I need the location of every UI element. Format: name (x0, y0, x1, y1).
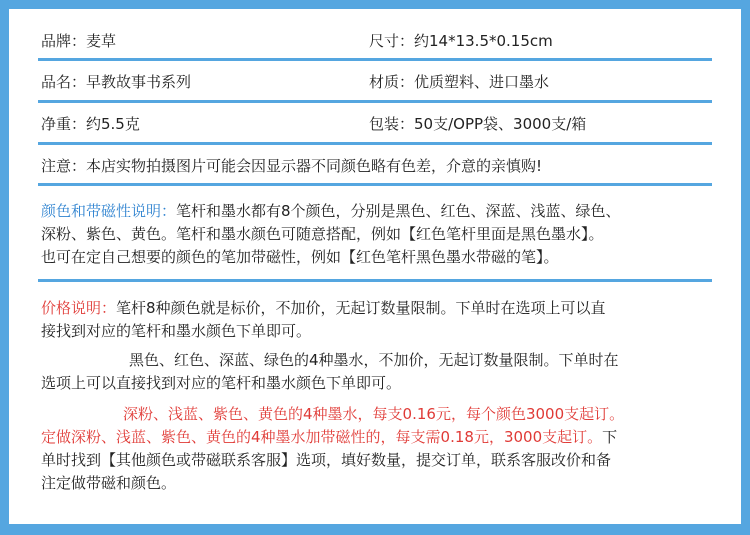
divider (38, 142, 712, 145)
weight-text: 净重：约5.5克 (41, 115, 140, 133)
price-line: 黑色、红色、深蓝、绿色的4种墨水，不加价，无起订数量限制。下单时在 (129, 351, 619, 369)
size-text: 尺寸：约14*13.5*0.15cm (369, 32, 553, 50)
info-card (9, 9, 741, 524)
color-magnet-label: 颜色和带磁性说明： (41, 202, 177, 220)
color-magnet-section (41, 200, 716, 269)
price-line: 下 (602, 428, 618, 446)
material-text: 材质：优质塑料、进口墨水 (369, 73, 550, 91)
color-line: 笔杆和墨水都有8个颜色，分别是黑色、红色、深蓝、浅蓝、绿色、 (176, 202, 621, 220)
price-line: 接找到对应的笔杆和墨水颜色下单即可。 (41, 322, 312, 340)
price-line-red: 定做深粉、浅蓝、紫色、黄色的4种墨水加带磁性的，每支需0.18元，3000支起订。 (41, 428, 603, 446)
divider (38, 183, 712, 186)
color-line: 也可在定自己想要的颜色的笔加带磁性，例如【红色笔杆黑色墨水带磁的笔】。 (41, 248, 559, 266)
price-section (41, 297, 716, 495)
price-line-red: 深粉、浅蓝、紫色、黄色的4种墨水，每支0.16元，每个颜色3000支起订。 (123, 405, 625, 423)
color-line: 深粉、紫色、黄色。笔杆和墨水颜色可随意搭配，例如【红色笔杆里面是黑色墨水】。 (41, 225, 604, 243)
price-line: 注定做带磁和颜色。 (41, 474, 177, 492)
price-line: 选项上可以直接找到对应的笔杆和墨水颜色下单即可。 (41, 374, 402, 392)
packing-text: 包装：50支/OPP袋、3000支/箱 (369, 115, 587, 133)
price-line: 单时找到【其他颜色或带磁联系客服】选项，填好数量，提交订单，联系客服改价和备 (41, 451, 612, 469)
brand-text: 品牌：麦草 (41, 32, 117, 50)
notice-text: 注意：本店实物拍摄图片可能会因显示器不同颜色略有色差，介意的亲慎购! (41, 157, 543, 175)
divider (38, 58, 712, 61)
divider (38, 279, 712, 282)
price-line: 笔杆8种颜色就是标价，不加价，无起订数量限制。下单时在选项上可以直 (116, 299, 606, 317)
divider (38, 100, 712, 103)
product-name-text: 品名：早教故事书系列 (41, 73, 192, 91)
price-label: 价格说明： (41, 299, 117, 317)
